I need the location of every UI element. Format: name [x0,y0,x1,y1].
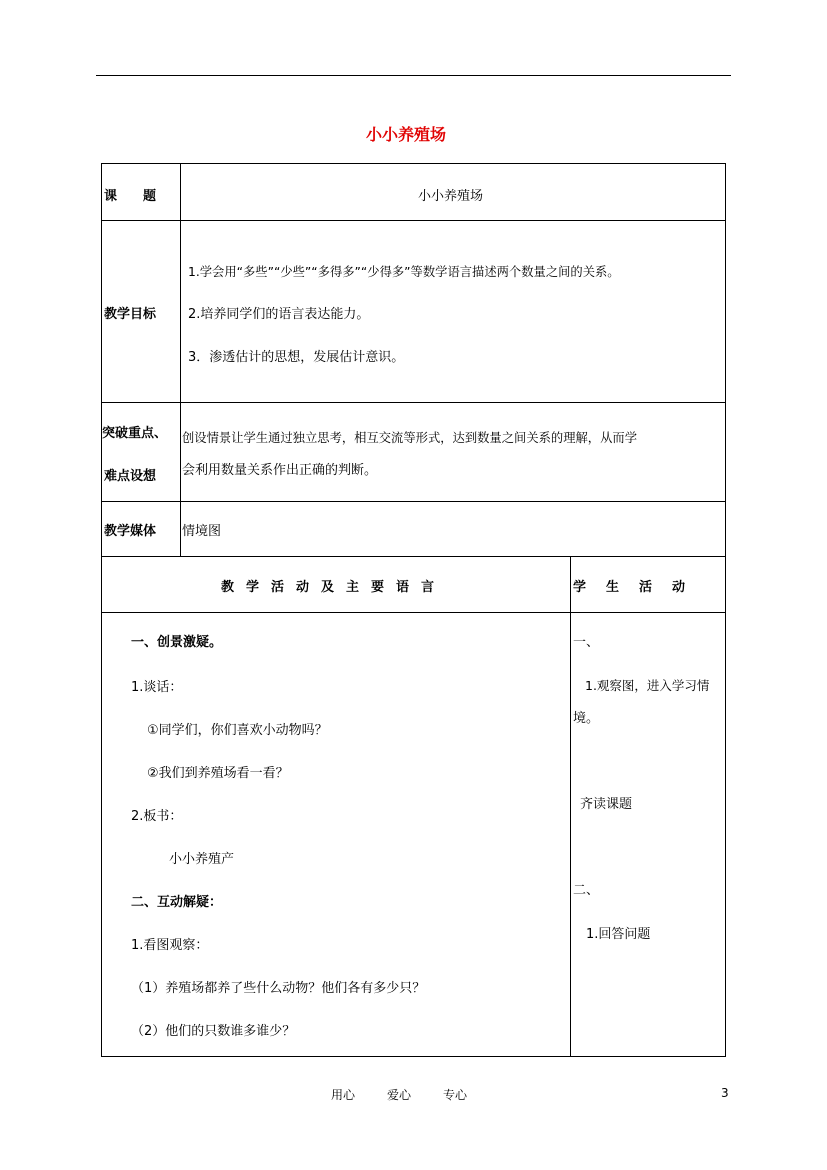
key-points-label-line2: 难点设想 [104,469,157,484]
teacher-activity-header: 教学活动及主要语言 [221,580,447,595]
teacher-activity-line: 1.谈话： [131,680,183,695]
student-activity-line: 二、 [573,883,600,898]
teacher-activity-line: （2）他们的只数谁多谁少？ [131,1024,296,1039]
teacher-activity-line: （1）养殖场都养了些什么动物？他们各有多少只？ [131,981,426,996]
teacher-activity-line: 一、创景激疑。 [131,635,223,650]
topic-value: 小小养殖场 [418,189,484,204]
footer-motto-2: 爱心 [387,1088,412,1102]
teacher-activity-line: 2.板书： [131,809,183,824]
topic-label: 课 题 [104,189,157,204]
footer-motto-3: 专心 [443,1088,468,1102]
student-activity-line: 1.回答问题 [586,927,651,942]
page-number: 3 [721,1086,729,1100]
key-points-text-line1: 创设情景让学生通过独立思考，相互交流等形式，达到数量之间关系的理解，从而学 [182,431,637,445]
goal-item: 3．渗透估计的思想，发展估计意识。 [188,350,405,365]
media-value: 情境图 [182,524,222,539]
document-title: 小小养殖场 [366,125,447,144]
teacher-activity-line: 小小养殖产 [169,852,235,867]
key-points-text-line2: 会利用数量关系作出正确的判断。 [182,463,378,478]
student-activity-line: 一、 [573,635,600,650]
student-activity-line: 1.观察图，进入学习情 [585,678,710,693]
teacher-activity-line: 1.看图观察： [131,938,209,953]
goals-label: 教学目标 [104,307,157,322]
teacher-activity-line: ②我们到养殖场看一看？ [147,766,289,781]
student-activity-line: 境。 [573,711,600,726]
goal-item: 1.学会用“多些”“少些”“多得多”“少得多”等数学语言描述两个数量之间的关系。 [188,265,620,279]
footer-motto-1: 用心 [331,1088,356,1102]
teacher-activity-line: ①同学们，你们喜欢小动物吗？ [147,723,328,738]
student-activity-line: 齐读课题 [580,797,633,812]
teacher-activity-line: 二、互动解疑： [131,895,223,910]
goal-item: 2.培养同学们的语言表达能力。 [188,307,370,322]
media-label: 教学媒体 [104,524,157,539]
header-rule [96,75,731,76]
student-activity-header: 学生活动 [573,580,706,595]
key-points-label-line1: 突破重点、 [102,426,168,441]
